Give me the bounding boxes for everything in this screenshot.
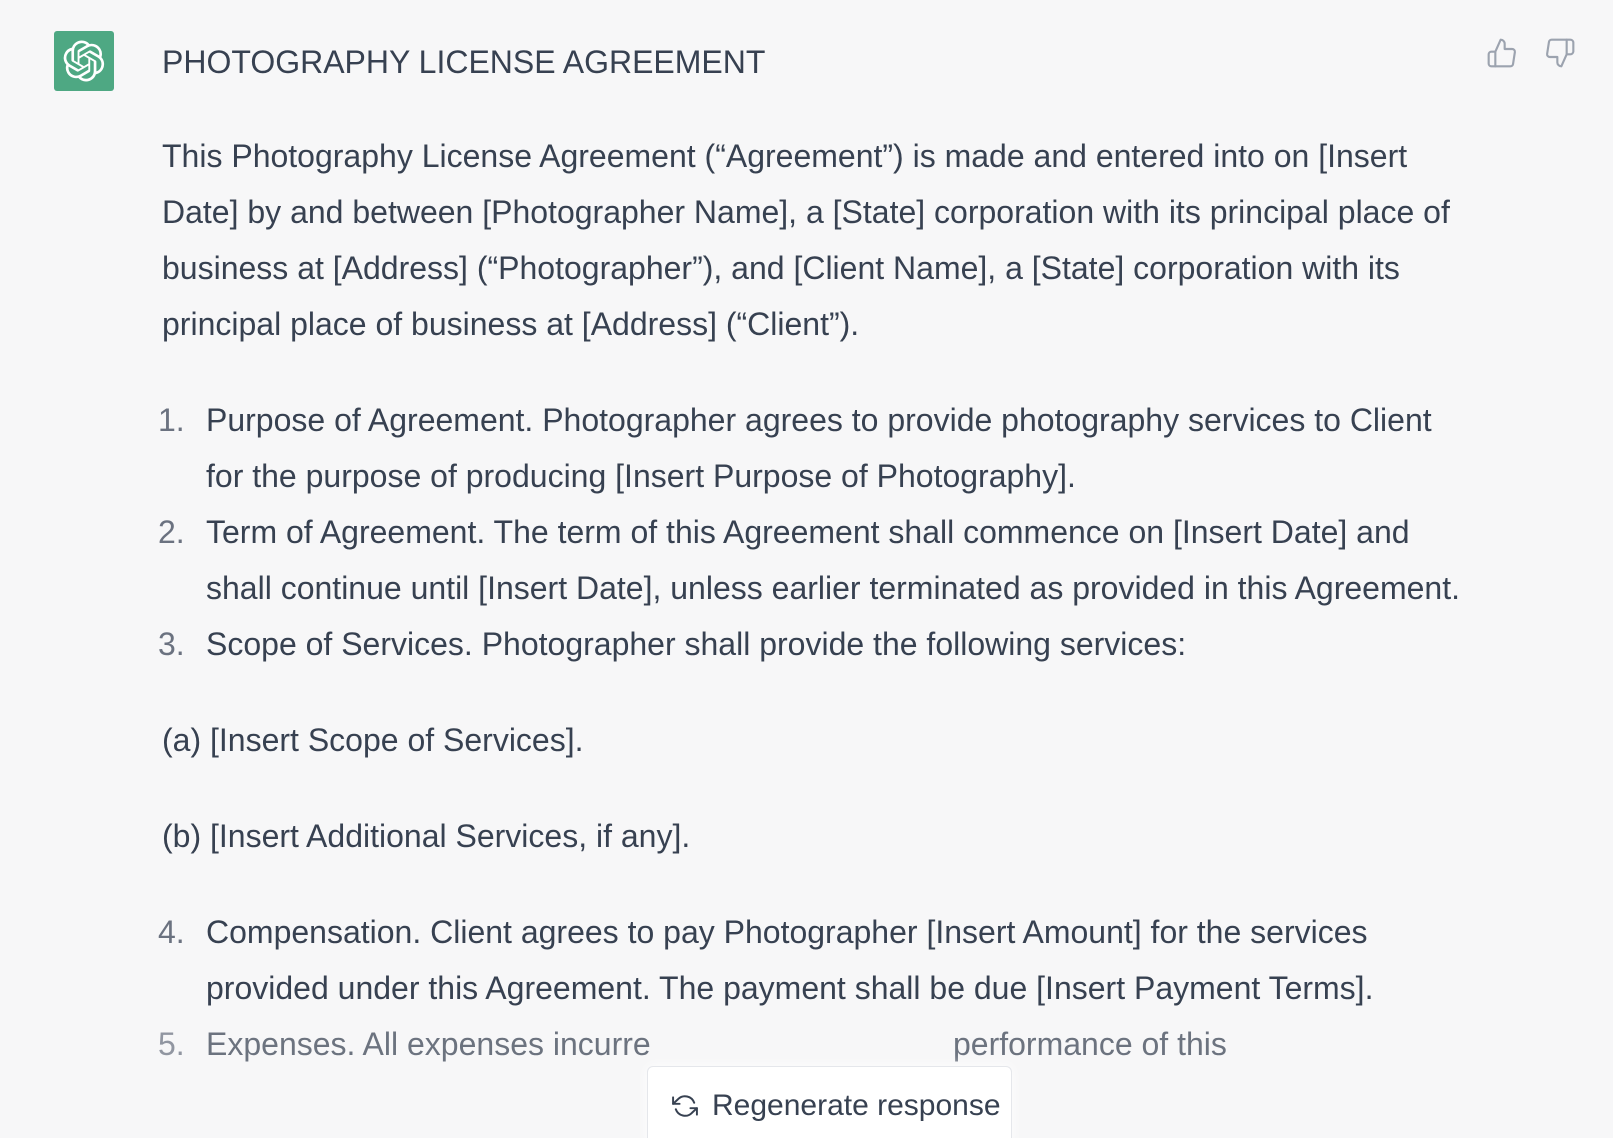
list-item-text: Purpose of Agreement. Photographer agrees to provide photography services to Client for the purpose of producing [Insert Purpose of Photography]. [206,402,1432,494]
list-item-text: Expenses. All expenses incurre performance of this [206,1026,1227,1062]
thumbs-down-icon[interactable] [1543,36,1577,70]
list-number: 2. [158,514,185,550]
list-number: 1. [158,402,185,438]
sub-item: (b) [Insert Additional Services, if any]. [162,818,691,854]
intro-paragraph: This Photography License Agreement (“Agreement”) is made and entered into on [Insert Date] by and between [Photographer Name], a [State] corporation with its principal place of business at [Address] (“Photographer”), and [Client Name], a [State] corporation with its principal place of business at [Address] (“Client”). [162,138,1450,342]
list-item [158,1016,1472,1072]
numbered-list-continued [158,904,1472,1072]
numbered-list [158,392,1472,672]
list-number: 4. [158,914,185,950]
regenerate-response-button[interactable] [647,1066,1012,1138]
feedback-controls [1485,36,1577,70]
list-item [158,392,1472,504]
thumbs-up-icon[interactable] [1485,36,1519,70]
sub-item: (a) [Insert Scope of Services]. [162,722,584,758]
agreement-title: PHOTOGRAPHY LICENSE AGREEMENT [162,44,766,80]
chatgpt-logo-icon [54,31,114,91]
list-item-text: Scope of Services. Photographer shall provide the following services: [206,626,1187,662]
list-item [158,616,1472,672]
list-item [158,504,1472,616]
list-number: 5. [158,1026,185,1062]
list-item-text: Term of Agreement. The term of this Agreement shall commence on [Insert Date] and shall continue until [Insert Date], unless earlier terminated as provided in this Agreement. [206,514,1460,606]
list-item [158,904,1472,1016]
refresh-icon [672,1093,698,1119]
list-item-text: Compensation. Client agrees to pay Photographer [Insert Amount] for the services provided under this Agreement. The payment shall be due [Insert Payment Terms]. [206,914,1374,1006]
list-number: 3. [158,626,185,662]
regenerate-label: Regenerate response [712,1089,1001,1122]
message-content [158,34,1472,1072]
